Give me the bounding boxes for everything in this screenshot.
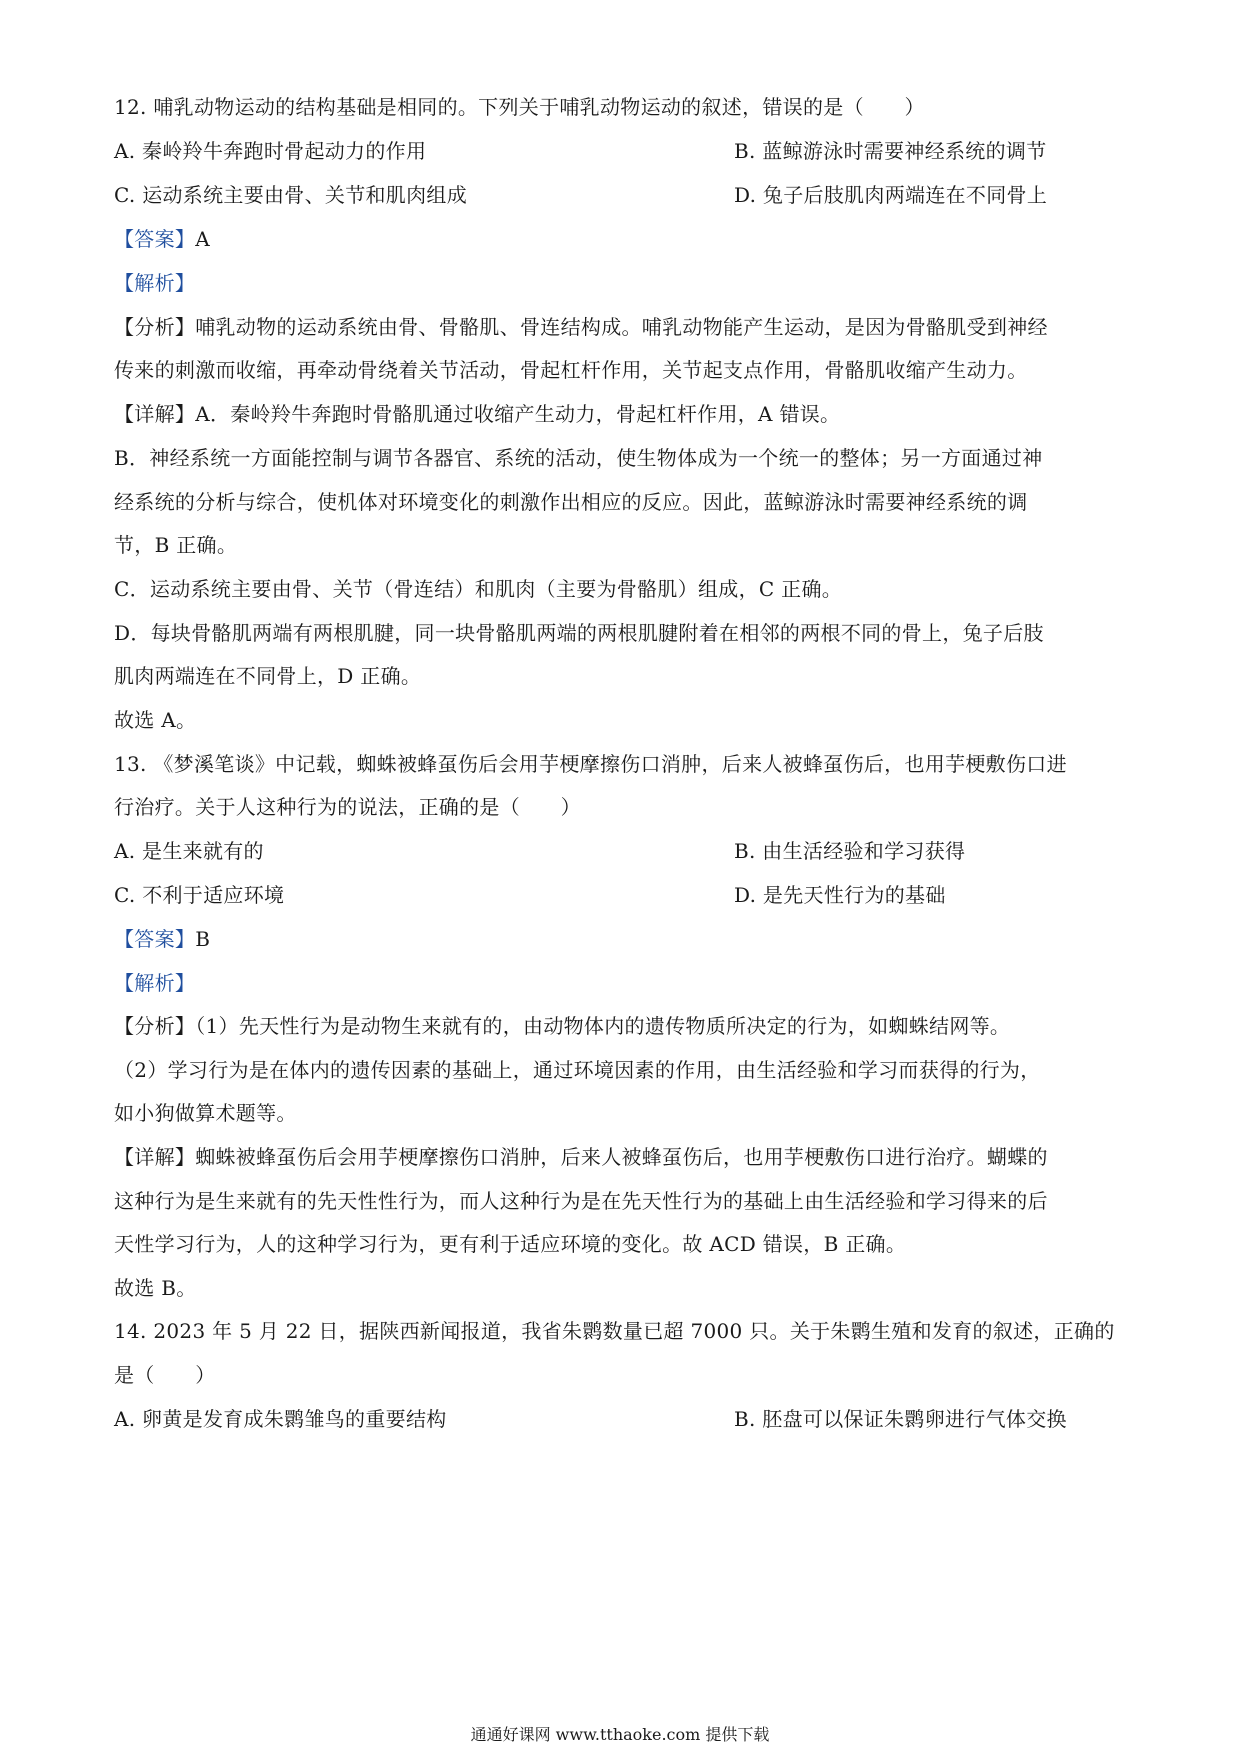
q13-xiangjie-line-3: 天性学习行为，人的这种学习行为，更有利于适应环境的变化。故 ACD 错误，B 正确。	[114, 1232, 907, 1256]
q13-stem-line-2: 行治疗。关于人这种行为的说法，正确的是（ ）	[114, 795, 581, 819]
fenxi-text: （1）先天性行为是动物生来就有的，由动物体内的遗传物质所决定的行为，如蜘蛛结网等。	[195, 1014, 1011, 1038]
q13-fenxi-line-2: （2）学习行为是在体内的遗传因素的基础上，通过环境因素的作用，由生活经验和学习而获得的行为，	[114, 1058, 1041, 1082]
fenxi-tag: 【分析】	[114, 1014, 196, 1038]
q14-options-row-1	[114, 1406, 1134, 1432]
q13-analysis-heading	[114, 970, 1134, 996]
q12-conclusion: 故选 A。	[114, 708, 197, 732]
xiangjie-tag: 【详解】	[114, 1145, 196, 1169]
q12-option-a: A. 秦岭羚牛奔跑时骨起动力的作用	[114, 139, 427, 163]
q13-options-row-2	[114, 882, 1134, 908]
q13-option-a: A. 是生来就有的	[114, 839, 264, 863]
q13-option-c: C. 不利于适应环境	[114, 883, 285, 907]
q12-b-line-1: B．神经系统一方面能控制与调节各器官、系统的活动，使生物体成为一个统一的整体；另一方面通过神	[114, 446, 1043, 470]
q12-options-row-2	[114, 182, 1134, 208]
q12-b-line-3: 节，B 正确。	[114, 533, 238, 557]
q12-stem: 12. 哺乳动物运动的结构基础是相同的。下列关于哺乳动物运动的叙述，错误的是（ ）	[114, 95, 925, 119]
q12-analysis-heading	[114, 270, 1134, 296]
fenxi-text: 哺乳动物的运动系统由骨、骨骼肌、骨连结构成。哺乳动物能产生运动，是因为骨骼肌受到神经	[195, 315, 1048, 339]
q14-stem-line-1: 14. 2023 年 5 月 22 日，据陕西新闻报道，我省朱鹮数量已超 7000 只。关于朱鹮生殖和发育的叙述，正确的	[114, 1319, 1115, 1343]
analysis-tag: 【解析】	[114, 971, 196, 995]
xiangjie-tag: 【详解】	[114, 402, 196, 426]
q12-fenxi-line-1	[114, 314, 1134, 340]
page-footer: 通通好课网 www.tthaoke.com 提供下载	[470, 1725, 770, 1744]
xiangjie-text: 蜘蛛被蜂虿伤后会用芋梗摩擦伤口消肿，后来人被蜂虿伤后，也用芋梗敷伤口进行治疗。蝴蝶的	[195, 1145, 1048, 1169]
q13-xiangjie-line-1	[114, 1144, 1134, 1170]
q13-fenxi-line-1	[114, 1013, 1134, 1039]
q12-option-b: B. 蓝鲸游泳时需要神经系统的调节	[734, 139, 1047, 163]
answer-tag: 【答案】	[114, 927, 196, 951]
q12-xiangjie-line-1	[114, 401, 1134, 427]
q13-stem-line-1: 13. 《梦溪笔谈》中记载，蜘蛛被蜂虿伤后会用芋梗摩擦伤口消肿，后来人被蜂虿伤后，也用芋梗敷伤口进	[114, 752, 1067, 776]
q13-conclusion: 故选 B。	[114, 1276, 197, 1300]
q12-options-row-1	[114, 138, 1134, 164]
analysis-tag: 【解析】	[114, 271, 196, 295]
q13-xiangjie-line-2: 这种行为是生来就有的先天性性行为，而人这种行为是在先天性行为的基础上由生活经验和学习得来的后	[114, 1189, 1048, 1213]
q12-option-c: C. 运动系统主要由骨、关节和肌肉组成	[114, 183, 468, 207]
answer-value: B	[195, 927, 211, 951]
q12-c-line-1: C．运动系统主要由骨、关节（骨连结）和肌肉（主要为骨骼肌）组成，C 正确。	[114, 577, 843, 601]
q13-option-d: D. 是先天性行为的基础	[734, 883, 946, 907]
q12-option-d: D. 兔子后肢肌肉两端连在不同骨上	[734, 183, 1048, 207]
q12-b-line-2: 经系统的分析与综合，使机体对环境变化的刺激作出相应的反应。因此，蓝鲸游泳时需要神经系统的调	[114, 490, 1028, 514]
q12-answer	[114, 226, 1134, 252]
q14-stem-line-2: 是（ ）	[114, 1363, 216, 1387]
q14-option-b: B. 胚盘可以保证朱鹮卵进行气体交换	[734, 1407, 1067, 1431]
q12-d-line-1: D．每块骨骼肌两端有两根肌腱，同一块骨骼肌两端的两根肌腱附着在相邻的两根不同的骨上，兔子后肢	[114, 621, 1044, 645]
q14-option-a: A. 卵黄是发育成朱鹮雏鸟的重要结构	[114, 1407, 447, 1431]
q13-options-row-1	[114, 838, 1134, 864]
q13-fenxi-line-3: 如小狗做算术题等。	[114, 1101, 297, 1125]
answer-value: A	[195, 227, 210, 251]
fenxi-tag: 【分析】	[114, 315, 196, 339]
q13-answer	[114, 926, 1134, 952]
q13-option-b: B. 由生活经验和学习获得	[734, 839, 966, 863]
answer-tag: 【答案】	[114, 227, 196, 251]
q12-d-line-2: 肌肉两端连在不同骨上，D 正确。	[114, 664, 422, 688]
xiangjie-text: A．秦岭羚牛奔跑时骨骼肌通过收缩产生动力，骨起杠杆作用，A 错误。	[195, 402, 841, 426]
q12-fenxi-line-2: 传来的刺激而收缩，再牵动骨绕着关节活动，骨起杠杆作用，关节起支点作用，骨骼肌收缩产生动力。	[114, 358, 1028, 382]
